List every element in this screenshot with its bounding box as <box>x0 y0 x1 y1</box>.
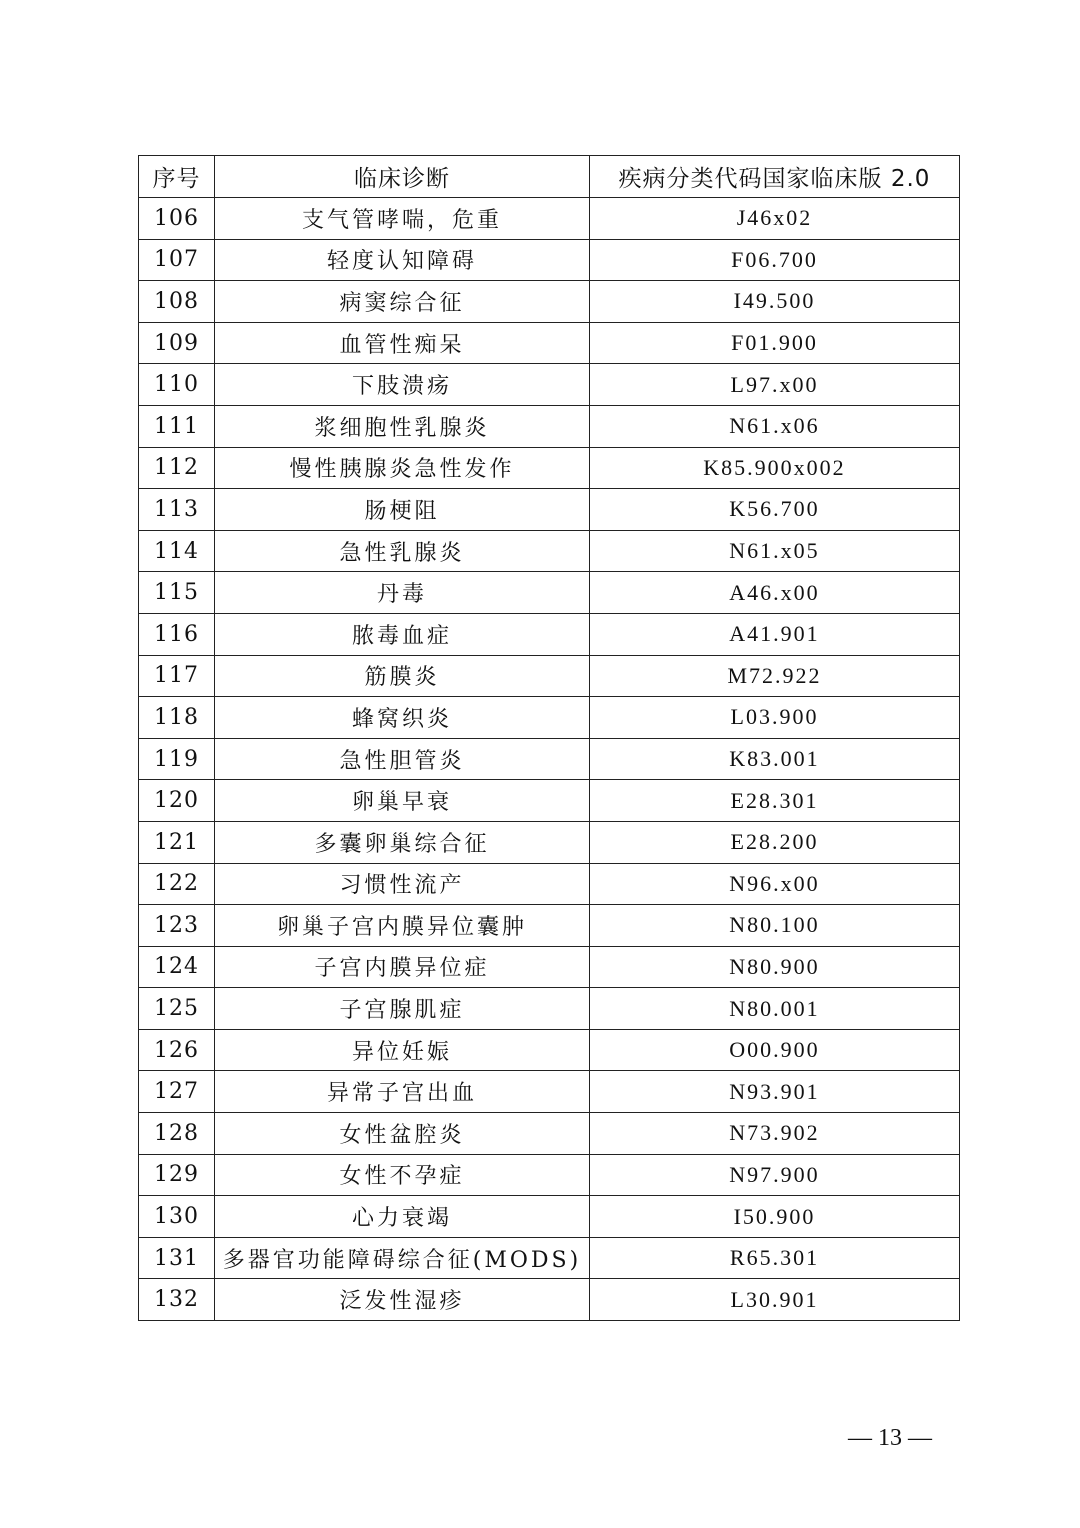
diagnosis-cell: 病窦综合征 <box>215 281 590 323</box>
seq-cell: 107 <box>139 239 215 281</box>
diagnosis-cell: 浆细胞性乳腺炎 <box>215 405 590 447</box>
page-number: — 13 — <box>848 1425 932 1451</box>
table-row <box>139 489 960 531</box>
code-cell: K83.001 <box>590 738 960 780</box>
header-diagnosis: 临床诊断 <box>215 156 590 198</box>
diagnosis-cell: 下肢溃疡 <box>215 364 590 406</box>
seq-cell: 120 <box>139 780 215 822</box>
code-cell: E28.301 <box>590 780 960 822</box>
table-row <box>139 447 960 489</box>
diagnosis-cell: 脓毒血症 <box>215 613 590 655</box>
table-row <box>139 239 960 281</box>
header-seq: 序号 <box>139 156 215 198</box>
code-cell: M72.922 <box>590 655 960 697</box>
seq-cell: 124 <box>139 946 215 988</box>
seq-cell: 111 <box>139 405 215 447</box>
code-cell: R65.301 <box>590 1237 960 1279</box>
code-cell: N61.x05 <box>590 530 960 572</box>
diagnosis-cell: 轻度认知障碍 <box>215 239 590 281</box>
diagnosis-cell: 丹毒 <box>215 572 590 614</box>
code-cell: L03.900 <box>590 697 960 739</box>
diagnosis-cell: 女性盆腔炎 <box>215 1113 590 1155</box>
diagnosis-cell: 子宫内膜异位症 <box>215 946 590 988</box>
diagnosis-cell: 卵巢早衰 <box>215 780 590 822</box>
seq-cell: 125 <box>139 988 215 1030</box>
table-row <box>139 281 960 323</box>
code-cell: N93.901 <box>590 1071 960 1113</box>
table-row <box>139 780 960 822</box>
seq-cell: 109 <box>139 322 215 364</box>
table-row <box>139 1237 960 1279</box>
code-cell: L30.901 <box>590 1279 960 1321</box>
table-row <box>139 863 960 905</box>
table-row <box>139 1029 960 1071</box>
diagnosis-cell: 女性不孕症 <box>215 1154 590 1196</box>
diagnosis-cell: 血管性痴呆 <box>215 322 590 364</box>
code-cell: I49.500 <box>590 281 960 323</box>
seq-cell: 117 <box>139 655 215 697</box>
table-row <box>139 1154 960 1196</box>
code-cell: F01.900 <box>590 322 960 364</box>
diagnosis-cell: 异位妊娠 <box>215 1029 590 1071</box>
code-cell: A41.901 <box>590 613 960 655</box>
code-cell: J46x02 <box>590 198 960 240</box>
code-cell: N97.900 <box>590 1154 960 1196</box>
table-row <box>139 946 960 988</box>
seq-cell: 121 <box>139 821 215 863</box>
seq-cell: 131 <box>139 1237 215 1279</box>
code-cell: A46.x00 <box>590 572 960 614</box>
seq-cell: 112 <box>139 447 215 489</box>
diagnosis-cell: 急性胆管炎 <box>215 738 590 780</box>
seq-cell: 127 <box>139 1071 215 1113</box>
code-cell: E28.200 <box>590 821 960 863</box>
header-code: 疾病分类代码国家临床版 2.0 <box>590 156 960 198</box>
code-cell: N73.902 <box>590 1113 960 1155</box>
table-row <box>139 613 960 655</box>
table-row <box>139 198 960 240</box>
diagnosis-cell: 慢性胰腺炎急性发作 <box>215 447 590 489</box>
diagnosis-cell: 卵巢子宫内膜异位囊肿 <box>215 905 590 947</box>
diagnosis-cell: 泛发性湿疹 <box>215 1279 590 1321</box>
code-cell: N61.x06 <box>590 405 960 447</box>
seq-cell: 126 <box>139 1029 215 1071</box>
table-row <box>139 572 960 614</box>
code-cell: L97.x00 <box>590 364 960 406</box>
diagnosis-cell: 蜂窝织炎 <box>215 697 590 739</box>
code-cell: N80.001 <box>590 988 960 1030</box>
code-cell: K85.900x002 <box>590 447 960 489</box>
seq-cell: 108 <box>139 281 215 323</box>
code-cell: I50.900 <box>590 1196 960 1238</box>
diagnosis-code-table <box>138 155 960 1321</box>
code-cell: N80.100 <box>590 905 960 947</box>
table-row <box>139 738 960 780</box>
seq-cell: 119 <box>139 738 215 780</box>
diagnosis-cell: 习惯性流产 <box>215 863 590 905</box>
table-row <box>139 905 960 947</box>
table-row <box>139 1071 960 1113</box>
table-row <box>139 988 960 1030</box>
diagnosis-cell: 多囊卵巢综合征 <box>215 821 590 863</box>
diagnosis-cell: 筋膜炎 <box>215 655 590 697</box>
diagnosis-cell: 肠梗阻 <box>215 489 590 531</box>
seq-cell: 122 <box>139 863 215 905</box>
seq-cell: 129 <box>139 1154 215 1196</box>
table-header-row <box>139 156 960 198</box>
table-row <box>139 530 960 572</box>
table-row <box>139 322 960 364</box>
seq-cell: 123 <box>139 905 215 947</box>
diagnosis-cell: 急性乳腺炎 <box>215 530 590 572</box>
diagnosis-cell: 支气管哮喘，危重 <box>215 198 590 240</box>
table-row <box>139 405 960 447</box>
diagnosis-cell: 多器官功能障碍综合征(MODS) <box>215 1237 590 1279</box>
table-row <box>139 655 960 697</box>
seq-cell: 130 <box>139 1196 215 1238</box>
table-row <box>139 1113 960 1155</box>
code-cell: F06.700 <box>590 239 960 281</box>
code-cell: K56.700 <box>590 489 960 531</box>
table-row <box>139 1279 960 1321</box>
table-row <box>139 697 960 739</box>
seq-cell: 106 <box>139 198 215 240</box>
table-row <box>139 821 960 863</box>
seq-cell: 118 <box>139 697 215 739</box>
seq-cell: 116 <box>139 613 215 655</box>
seq-cell: 132 <box>139 1279 215 1321</box>
seq-cell: 114 <box>139 530 215 572</box>
table-row <box>139 1196 960 1238</box>
code-cell: N96.x00 <box>590 863 960 905</box>
table-row <box>139 364 960 406</box>
seq-cell: 128 <box>139 1113 215 1155</box>
code-cell: N80.900 <box>590 946 960 988</box>
diagnosis-cell: 心力衰竭 <box>215 1196 590 1238</box>
seq-cell: 115 <box>139 572 215 614</box>
seq-cell: 110 <box>139 364 215 406</box>
code-cell: O00.900 <box>590 1029 960 1071</box>
seq-cell: 113 <box>139 489 215 531</box>
table-body <box>139 198 960 1321</box>
diagnosis-cell: 子宫腺肌症 <box>215 988 590 1030</box>
diagnosis-cell: 异常子宫出血 <box>215 1071 590 1113</box>
